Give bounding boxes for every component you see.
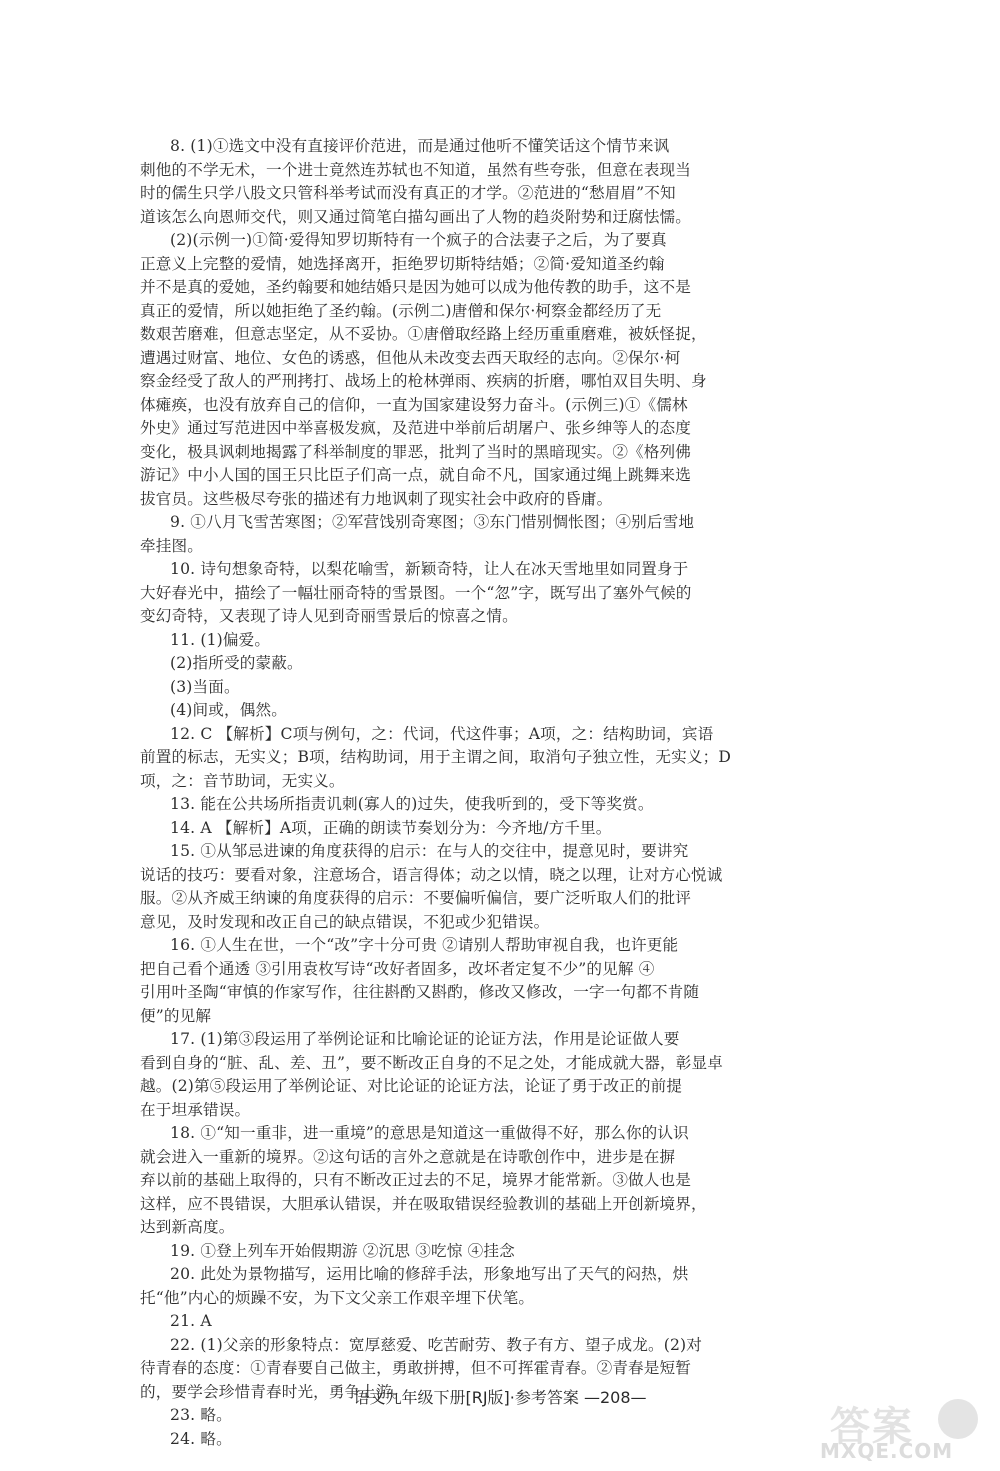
text-line: 牵挂图。 (140, 536, 203, 555)
text-line: 19. ①登上列车开始假期游 ②沉思 ③吃惊 ④挂念 (170, 1241, 515, 1260)
text-line: 在于坦承错误。 (140, 1100, 251, 1119)
text-line: 体瘫痪，也没有放弃自己的信仰，一直为国家建设努力奋斗。(示例三)①《儒林 (140, 395, 688, 414)
text-line: 13. 能在公共场所指责讥刺(寡人的)过失，使我听到的，受下等奖赏。 (170, 795, 654, 813)
text-line: 就会进入一重新的境界。②这句话的言外之意就是在诗歌创作中，进步是在摒 (140, 1147, 676, 1166)
text-line: 察金经受了敌人的严刑拷打、战场上的枪林弹雨、疾病的折磨，哪怕双目失明、身 (140, 372, 707, 390)
text-line: 24. 略。 (170, 1429, 232, 1448)
page-footer: 语文九年级下册[RJ版]·参考答案 —208— (353, 1388, 647, 1407)
text-line: 遭遇过财富、地位、女色的诱惑，但他从未改变去西天取经的志向。②保尔·柯 (140, 348, 681, 367)
text-line: 便”的见解 (140, 1006, 212, 1025)
text-line: 16. ①人生在世，一个“改”字十分可贵 ②请别人帮助审视自我，也许更能 (170, 936, 679, 954)
text-line: 把自己看个通透 ③引用袁枚写诗“改好者固多，改坏者定复不少”的见解 ④ (140, 959, 655, 978)
text-line: (4)间或，偶然。 (170, 701, 288, 719)
text-line: 大好春光中，描绘了一幅壮丽奇特的雪景图。一个“忽”字，既写出了塞外气候的 (140, 583, 692, 602)
text-line: 变幻奇特，又表现了诗人见到奇丽雪景后的惊喜之情。 (140, 607, 518, 625)
text-line: 22. (1)父亲的形象特点：宽厚慈爱、吃苦耐劳、教子有方、望子成龙。(2)对 (170, 1335, 703, 1354)
answer-text-body (140, 135, 840, 1451)
text-line: 正意义上完整的爱情，她选择离开，拒绝罗切斯特结婚；②简·爱知道圣约翰 (140, 254, 665, 273)
text-line: 越。(2)第⑤段运用了举例论证、对比论证的论证方法，论证了勇于改正的前提 (140, 1077, 683, 1095)
text-line: (2)(示例一)①简·爱得知罗切斯特有一个疯子的合法妻子之后，为了要真 (170, 231, 667, 249)
text-line: 道该怎么向恩师交代，则又通过简笔白描勾画出了人物的趋炎附势和迂腐怯懦。 (140, 207, 692, 226)
text-line: 12. C 【解析】C项与例句，之：代词，代这件事；A项，之：结构助词，宾语 (170, 724, 714, 743)
watermark-url: MXQE.COM (820, 1439, 954, 1463)
text-line: 变化，极具讽刺地揭露了科举制度的罪恶，批判了当时的黑暗现实。②《格列佛 (140, 442, 692, 461)
text-line: 服。②从齐威王纳谏的角度获得的启示：不要偏听偏信，要广泛听取人们的批评 (140, 889, 692, 907)
text-line: 外史》通过写范进因中举喜极发疯，及范进中举前后胡屠户、张乡绅等人的态度 (140, 419, 692, 437)
text-line: 真正的爱情，所以她拒绝了圣约翰。(示例二)唐僧和保尔·柯察金都经历了无 (140, 301, 662, 320)
text-line: 9. ①八月飞雪苦寒图；②军营饯别奇寒图；③东门惜别惆怅图；④别后雪地 (170, 513, 695, 531)
text-line: 18. ①“知一重非，进一重境”的意思是知道这一重做得不好，那么你的认识 (170, 1124, 689, 1142)
text-line: 拔官员。这些极尽夸张的描述有力地讽刺了现实社会中政府的昏庸。 (140, 489, 613, 508)
text-line: 意见，及时发现和改正自己的缺点错误，不犯或少犯错误。 (140, 912, 550, 931)
text-line: 10. 诗句想象奇特，以梨花喻雪，新颖奇特，让人在冰天雪地里如同置身于 (170, 560, 689, 578)
text-line: 弃以前的基础上取得的，只有不断改正过去的不足，境界才能常新。③做人也是 (140, 1171, 692, 1189)
text-line: 看到自身的“脏、乱、差、丑”，要不断改正自身的不足之处，才能成就大器，彰显卓 (140, 1053, 724, 1072)
text-line: 17. (1)第③段运用了举例论证和比喻论证的论证方法，作用是论证做人要 (170, 1030, 680, 1048)
text-line: 23. 略。 (170, 1406, 232, 1424)
text-line: 托“他”内心的烦躁不安，为下文父亲工作艰辛埋下伏笔。 (140, 1288, 535, 1307)
text-line: 11. (1)偏爱。 (170, 630, 271, 649)
text-line: (2)指所受的蒙蔽。 (170, 654, 303, 672)
text-line: 待青春的态度：①青春要自己做主，勇敢拼搏，但不可挥霍青春。②青春是短暂 (140, 1359, 692, 1377)
text-line: 20. 此处为景物描写，运用比喻的修辞手法，形象地写出了天气的闷热，烘 (170, 1265, 689, 1283)
text-line: 数艰苦磨难，但意志坚定，从不妥协。①唐僧取经路上经历重重磨难，被妖怪捉， (140, 325, 707, 343)
text-line: 说话的技巧：要看对象，注意场合，语言得体；动之以情，晓之以理，让对方心悦诚 (140, 865, 723, 884)
text-line: 前置的标志，无实义；B项，结构助词，用于主谓之间，取消句子独立性，无实义；D (140, 748, 732, 766)
text-line: 时的儒生只学八股文只管科举考试而没有真正的才学。②范进的“愁眉眉”不知 (140, 184, 676, 202)
text-line: 项，之：音节助词，无实义。 (140, 771, 345, 790)
site-watermark (820, 1395, 990, 1465)
text-line: 的，要学会珍惜青春时光，勇争上游。 (140, 1382, 408, 1401)
text-line: 游记》中小人国的国王只比臣子们高一点，就自命不凡，国家通过绳上跳舞来选 (140, 466, 692, 484)
text-line: 刺他的不学无术，一个进士竟然连苏轼也不知道，虽然有些夸张，但意在表现当 (140, 160, 692, 179)
text-line: (3)当面。 (170, 677, 240, 696)
text-line: 15. ①从邹忌进谏的角度获得的启示：在与人的交往中，提意见时，要讲究 (170, 842, 689, 860)
watermark-logo-icon (938, 1399, 978, 1439)
text-line: 引用叶圣陶“审慎的作家写作，往往斟酌又斟酌，修改又修改，一字一句都不肯随 (140, 983, 700, 1001)
text-line: 达到新高度。 (140, 1218, 235, 1236)
text-line: 8. (1)①选文中没有直接评价范进，而是通过他听不懂笑话这个情节来讽 (170, 137, 670, 155)
watermark-logo-text: 答案 (830, 1404, 914, 1450)
text-line: 21. A (170, 1312, 212, 1330)
text-line: 14. A 【解析】A项，正确的朗读节奏划分为：今齐地/方千里。 (170, 818, 612, 837)
text-line: 这样，应不畏错误，大胆承认错误，并在吸取错误经验教训的基础上开创新境界， (140, 1194, 707, 1213)
text-line: 并不是真的爱她，圣约翰要和她结婚只是因为她可以成为他传教的助手，这不是 (140, 278, 692, 296)
